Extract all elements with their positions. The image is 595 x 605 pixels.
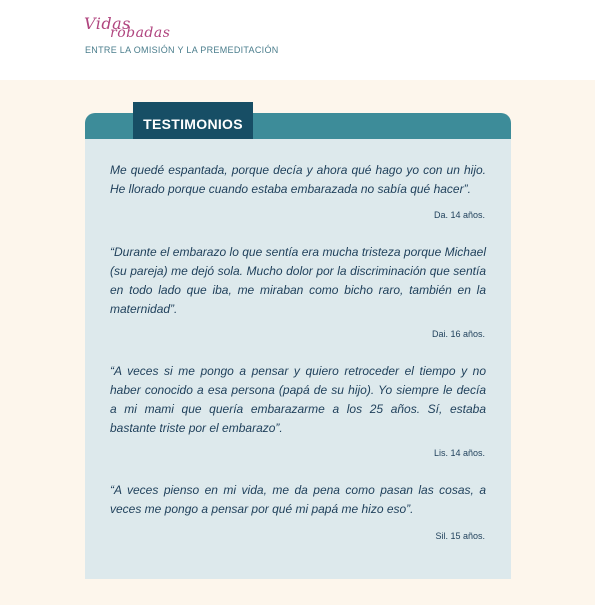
testimony-quote-4: “A veces pienso en mi vida, me da pena como pasan las cosas, a veces me pongo a pensar por qué mi papá me hizo eso”.: [110, 483, 486, 516]
section-title: TESTIMONIOS: [133, 102, 253, 139]
testimony-attribution-4: Sil. 15 años.: [435, 531, 485, 541]
testimony-quote-3: “A veces si me pongo a pensar y quiero retroceder el tiempo y no haber conocido a esa persona (papá de su hijo). Yo siempre le decía a mi mami que quería embarazarme a los 25 años. Sí, estaba bastante triste por el embarazo”.: [110, 364, 486, 435]
testimony-quote-1: Me quedé espantada, porque decía y ahora qué hago yo con un hijo. He llorado porque cuando estaba embarazada no sabía qué hacer”.: [110, 163, 486, 196]
document-subtitle: ENTRE LA OMISIÓN Y LA PREMEDITACIÓN: [85, 45, 279, 55]
testimony-attribution-1: Da. 14 años.: [433, 210, 485, 220]
testimony-attribution-2: Dai. 16 años.: [431, 329, 485, 339]
logo-vidas: Vidas: [84, 14, 131, 33]
testimony-attribution-3: Lis. 14 años.: [433, 448, 485, 458]
testimony-quote-2: “Durante el embarazo lo que sentía era mucha tristeza porque Michael (su pareja) me dejó sola. Mucho dolor por la discriminación que sentía en todo lado que iba, me miraban como bicho raro, también en la maternidad”.: [110, 245, 486, 316]
logo-robadas: robadas: [110, 25, 171, 41]
page-header: [0, 0, 595, 80]
